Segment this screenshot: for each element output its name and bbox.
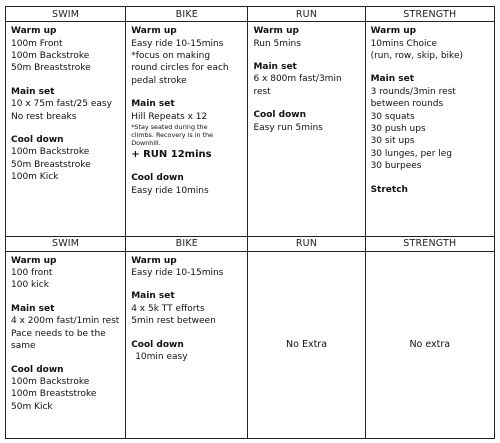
header-strength: STRENGTH [365, 236, 494, 251]
training-plan-table [5, 6, 495, 439]
workout-line: 10min easy [135, 352, 188, 363]
header-swim: SWIM [6, 7, 126, 22]
workout-note: climbs. Recovery is in the [131, 130, 214, 139]
section-title: Cool down [253, 110, 306, 121]
workout-line: No rest breaks [11, 111, 77, 122]
week2-swim-cell [6, 251, 126, 438]
workout-note: *Stay seated during the [131, 122, 208, 131]
week1-swim-cell [6, 22, 126, 236]
workout-line: 30 push ups [370, 123, 426, 134]
header-bike: BIKE [126, 236, 248, 251]
workout-line: Easy ride 10-15mins [131, 268, 224, 279]
workout-line: 100m Backstroke [11, 50, 90, 61]
week1-strength-cell [365, 22, 494, 236]
workout-line: Easy run 5mins [253, 122, 323, 133]
section-title: Main set [253, 61, 297, 72]
no-extra-text: No Extra [286, 339, 328, 351]
workout-line: 100m Kick [11, 172, 59, 183]
section-title: Warm up [131, 26, 177, 37]
workout-line: 6 x 800m fast/3min rest [253, 74, 342, 97]
workout-line: 5min rest between [131, 316, 216, 327]
workout-line: 30 burpees [370, 161, 422, 172]
section-title: Warm up [131, 255, 177, 266]
header-row-top [6, 7, 495, 22]
section-title: Cool down [131, 339, 184, 350]
workout-line: 100m Breaststroke [11, 389, 97, 400]
week2-bike-cell [126, 251, 248, 438]
workout-line: same [11, 341, 36, 352]
header-run: RUN [248, 7, 365, 22]
workout-line: 30 squats [370, 111, 415, 122]
workout-line: Easy ride 10-15mins [131, 38, 224, 49]
workout-line: 100m Backstroke [11, 147, 90, 158]
workout-line: *focus on making [131, 50, 211, 61]
week2-run-cell [248, 251, 365, 438]
section-title: Cool down [131, 173, 184, 184]
week1-run-cell [248, 22, 365, 236]
header-swim: SWIM [6, 236, 126, 251]
workout-note: Downhill. [131, 138, 161, 147]
section-title: Cool down [11, 364, 64, 375]
header-row-bottom [6, 236, 495, 251]
workout-line: Easy ride 10mins [131, 185, 209, 196]
header-strength: STRENGTH [365, 7, 494, 22]
workout-line: 100m Front [11, 38, 63, 49]
section-title: Warm up [11, 255, 57, 266]
workout-line: 100 front [11, 268, 53, 279]
section-title: Warm up [253, 26, 299, 37]
workout-line: 50m Breaststroke [11, 63, 91, 74]
section-title: Main set [11, 303, 55, 314]
no-extra-text: No extra [409, 339, 451, 351]
workout-line: 100m Backstroke [11, 376, 90, 387]
workout-line: round circles for each [131, 63, 229, 74]
workout-line: 30 sit ups [370, 136, 415, 147]
section-title: Cool down [11, 134, 64, 145]
workout-line: Hill Repeats x 12 [131, 111, 208, 122]
workout-line: pedal stroke [131, 75, 187, 86]
workout-line: (run, row, skip, bike) [370, 50, 463, 61]
header-bike: BIKE [126, 7, 248, 22]
section-title: Stretch [370, 184, 408, 195]
workout-line: 50m Kick [11, 401, 53, 412]
workout-line: Run 5mins [253, 38, 301, 49]
workout-line: 30 lunges, per leg [370, 148, 453, 159]
workout-line: Pace needs to be the [11, 328, 106, 339]
section-title: Main set [131, 291, 175, 302]
workout-line: 10mins Choice [370, 38, 438, 49]
workout-line: 10 x 75m fast/25 easy [11, 99, 112, 110]
section-title: Warm up [11, 26, 57, 37]
section-title: Main set [11, 86, 55, 97]
section-title: Warm up [370, 26, 417, 37]
week1-bike-cell [126, 22, 248, 236]
header-run: RUN [248, 236, 365, 251]
week2-strength-cell [365, 251, 494, 438]
section-title: Main set [370, 74, 414, 85]
workout-line: 4 x 5k TT efforts [131, 303, 205, 314]
week1-row [6, 22, 495, 236]
workout-line: 50m Breaststroke [11, 159, 91, 170]
plus-run: + RUN 12mins [131, 148, 212, 160]
section-title: Main set [131, 99, 175, 110]
workout-line: 3 rounds/3min rest [370, 86, 456, 97]
workout-line: between rounds [370, 99, 444, 110]
workout-line: 100 kick [11, 280, 49, 291]
workout-line: 4 x 200m fast/1min rest [11, 316, 120, 327]
week2-row [6, 251, 495, 438]
